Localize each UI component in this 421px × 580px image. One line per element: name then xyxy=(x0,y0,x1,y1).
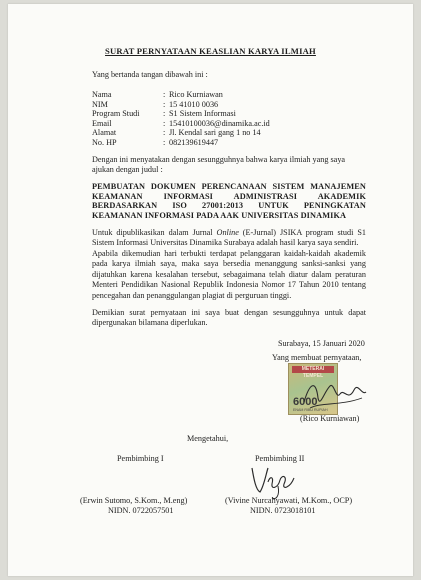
field-label: No. HP xyxy=(92,137,117,147)
field-row-nim: NIM : 15 41010 0036 xyxy=(92,99,219,109)
document-title: SURAT PERNYATAAN KEASLIAN KARYA ILMIAH xyxy=(105,46,316,56)
stamp-value: 6000 xyxy=(293,396,318,408)
intro-text: Yang bertanda tangan dibawah ini : xyxy=(92,70,208,79)
field-label: Alamat xyxy=(92,128,117,137)
field-row-address: Alamat : Jl. Kendal sari gang 1 no 14 xyxy=(92,128,261,137)
online-emphasis: Online xyxy=(216,228,239,237)
field-row-phone: No. HP : 082139619447 xyxy=(92,137,219,147)
field-value: Rico Kurniawan xyxy=(169,90,223,99)
field-label: NIM xyxy=(92,99,108,109)
closing-paragraph: Demikian surat pernyataan ini saya buat dengan sesungguhnya untuk dapat dipergunakan bilamana diperlukan. xyxy=(92,308,366,328)
signer-heading: Yang membuat pernyataan, xyxy=(272,353,362,362)
supervisor1-heading: Pembimbing I xyxy=(117,454,164,463)
stamp-header: METERAI TEMPEL xyxy=(292,366,334,373)
field-value: S1 Sistem Informasi xyxy=(169,109,236,118)
supervisor1-nidn: NIDN. 0722057501 xyxy=(108,506,174,515)
sanction-paragraph: Apabila dikemudian hari terbukti terdapat pelanggaran kaidah-kaidah akademik pada karya ilmiah saya, maka saya bersedia menanggung sanksi-sanksi yang dijatuhkan karena kesalahan tersebut, sebagaimana telah diatur dalam peraturan Menteri Pendidikan Nasional Republik Indonesia Nomor 17 Tahun 2010 tentang pencegahan dan penanggulangan plagiat di perguruan tinggi. xyxy=(92,249,366,300)
statement-line-2: ajukan dengan judul : xyxy=(92,165,163,174)
field-row-name: Nama : Rico Kurniawan xyxy=(92,90,223,99)
field-value: Jl. Kendal sari gang 1 no 14 xyxy=(169,128,261,137)
signer-name: (Rico Kurniawan) xyxy=(300,414,360,423)
field-value: 082139619447 xyxy=(169,137,219,147)
place-date: Surabaya, 15 Januari 2020 xyxy=(278,339,365,348)
field-row-email: Email : 15410100036@dinamika.ac.id xyxy=(92,118,270,128)
supervisor2-name: (Vivine Nurcahyawati, M.Kom., OCP) xyxy=(225,496,353,505)
supervisor2-heading: Pembimbing II xyxy=(255,454,305,463)
field-label: Nama xyxy=(92,90,112,99)
supervisor1-name: (Erwin Sutomo, S.Kom., M.eng) xyxy=(80,496,188,505)
supervisor2-nidn: NIDN. 0723018101 xyxy=(250,506,316,515)
field-value: 15 41010 0036 xyxy=(169,99,219,109)
signature-rico xyxy=(300,372,370,418)
publication-paragraph: Untuk dipublikasikan dalam Jurnal Online (E-Jurnal) JSIKA program studi S1 Sistem Informasi Universitas Dinamika Surabaya adalah hasil karya saya sendiri. xyxy=(92,228,366,248)
field-label: Email xyxy=(92,118,112,128)
stamp-subtext: ENAM RIBU RUPIAH xyxy=(293,408,328,412)
statement-line-1: Dengan ini menyatakan dengan sesungguhnya bahwa karya ilmiah yang saya xyxy=(92,155,346,164)
work-title: PEMBUATAN DOKUMEN PERENCANAAN SISTEM MANAJEMEN KEAMANAN INFORMASI ADMINISTRASI AKADEMIK BERDASARKAN ISO 27001:2013 UNTUK PENINGKATAN KEAMANAN INFORMASI PADA AAK UNIVERSITAS DINAMIKA xyxy=(92,182,366,220)
field-label: Program Studi xyxy=(92,109,140,118)
field-value: 15410100036@dinamika.ac.id xyxy=(169,118,270,128)
acknowledged-label: Mengetahui, xyxy=(187,434,229,443)
field-row-program: Program Studi : S1 Sistem Informasi xyxy=(92,109,236,118)
